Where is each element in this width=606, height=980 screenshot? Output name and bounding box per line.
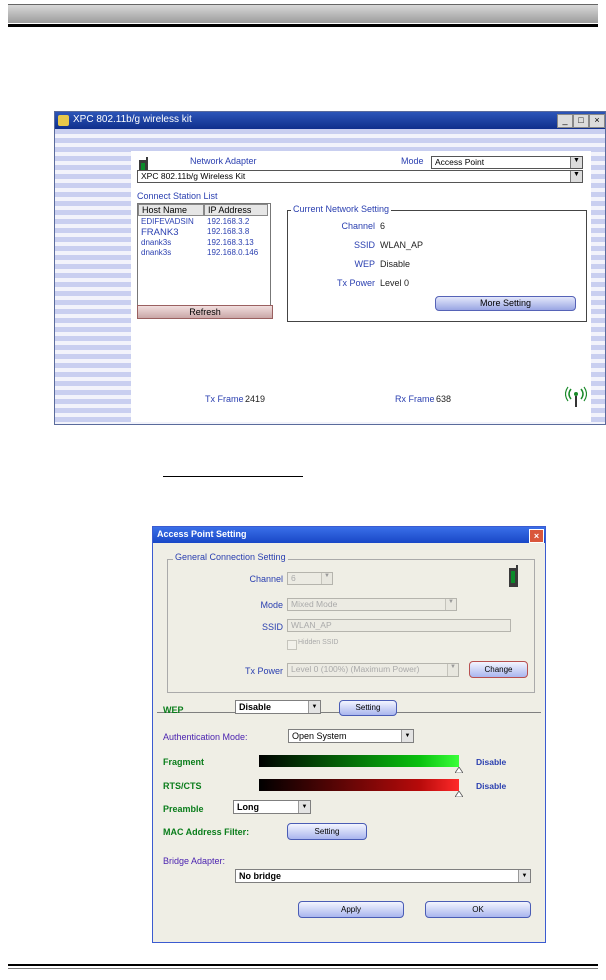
preamble-select[interactable] — [233, 800, 311, 814]
wep-select[interactable] — [235, 700, 321, 714]
maximize-button[interactable]: □ — [573, 114, 589, 128]
chevron-down-icon: ▼ — [308, 701, 320, 713]
close-button[interactable]: × — [589, 114, 605, 128]
chevron-down-icon: ▼ — [570, 171, 582, 182]
ip-address: 192.168.3.2 — [207, 217, 250, 226]
chevron-down-icon: ▼ — [298, 801, 310, 813]
mode-label: Mode — [260, 600, 283, 610]
dialog-title: Access Point Setting — [157, 529, 247, 539]
ssid-label: SSID — [353, 240, 375, 250]
wep-setting-button[interactable]: Setting — [339, 700, 397, 716]
channel-select — [287, 572, 333, 585]
chevron-down-icon: ▼ — [445, 599, 456, 610]
close-button[interactable]: × — [529, 529, 544, 543]
ip-address: 192.168.0.146 — [207, 248, 259, 257]
tx-frame-value: 2419 — [245, 394, 266, 404]
mode-select — [287, 598, 457, 611]
ok-button[interactable]: OK — [425, 901, 531, 918]
rx-frame-label: Rx Frame — [395, 394, 435, 404]
wep-value: Disable — [239, 702, 272, 712]
network-adapter-value: XPC 802.11b/g Wireless Kit — [141, 171, 246, 181]
mac-filter-label: MAC Address Filter: — [163, 827, 250, 837]
host-name: EDIFEVADSIN — [141, 217, 194, 226]
adapter-icon — [507, 565, 521, 589]
apply-button[interactable]: Apply — [298, 901, 404, 918]
station-list-title: Connect Station List — [137, 191, 218, 201]
header-rule — [8, 24, 598, 27]
rts-cts-slider-thumb[interactable] — [455, 791, 463, 797]
fragment-slider[interactable] — [259, 755, 459, 767]
window-title-bar[interactable] — [55, 112, 605, 129]
mode-value: Mixed Mode — [291, 599, 338, 609]
network-adapter-select[interactable] — [137, 170, 583, 183]
bridge-adapter-select[interactable] — [235, 869, 531, 883]
tx-power-value: Level 0 (100%) (Maximum Power) — [291, 664, 420, 674]
bridge-adapter-label: Bridge Adapter: — [163, 856, 226, 866]
window-body — [55, 129, 605, 424]
channel-label: Channel — [249, 574, 283, 584]
preamble-label: Preamble — [163, 804, 204, 814]
tx-power-value: Level 0 — [380, 278, 410, 288]
hidden-ssid-checkbox — [287, 640, 297, 650]
chevron-down-icon: ▼ — [321, 573, 332, 584]
footer-rule — [8, 964, 598, 966]
rts-cts-slider[interactable] — [259, 779, 459, 791]
window-title: XPC 802.11b/g wireless kit — [73, 114, 192, 125]
authentication-mode-label: Authentication Mode: — [163, 732, 248, 742]
bridge-adapter-value: No bridge — [239, 871, 281, 881]
wep-value: Disable — [380, 259, 411, 269]
dialog-title-bar[interactable] — [153, 527, 545, 543]
mode-label: Mode — [401, 156, 424, 166]
rx-frame-value: 638 — [436, 394, 452, 404]
channel-label: Channel — [341, 221, 375, 231]
ssid-field — [287, 619, 511, 632]
station-list[interactable] — [137, 203, 271, 313]
tx-power-select — [287, 663, 459, 677]
signal-icon[interactable] — [565, 385, 587, 409]
ssid-value: WLAN_AP — [380, 240, 424, 250]
fragment-slider-thumb[interactable] — [455, 767, 463, 773]
authentication-mode-select[interactable] — [288, 729, 414, 743]
authentication-mode-value: Open System — [292, 731, 347, 741]
ip-address: 192.168.3.8 — [207, 227, 250, 236]
more-setting-button[interactable]: More Setting — [435, 296, 576, 311]
host-name: dnank3s — [141, 248, 172, 257]
preamble-value: Long — [237, 802, 259, 812]
host-name: dnank3s — [141, 238, 172, 247]
tx-power-label: Tx Power — [336, 278, 375, 288]
channel-value: 6 — [291, 573, 296, 583]
ssid-label: SSID — [261, 622, 283, 632]
chevron-down-icon: ▼ — [518, 870, 530, 882]
fragment-state: Disable — [476, 757, 507, 767]
mode-value: Access Point — [435, 157, 485, 167]
mode-select[interactable] — [431, 156, 583, 169]
chevron-down-icon: ▼ — [570, 157, 582, 168]
footer-rule-thin — [8, 968, 598, 969]
app-icon — [58, 115, 69, 126]
rts-cts-label: RTS/CTS — [163, 781, 202, 791]
footer-panel — [131, 377, 591, 422]
wep-label: WEP — [163, 705, 184, 715]
wep-label: WEP — [354, 259, 375, 269]
refresh-button[interactable]: Refresh — [137, 305, 273, 319]
chevron-down-icon: ▼ — [401, 730, 413, 742]
general-connection-title: General Connection Setting — [175, 552, 286, 562]
header-bar — [8, 4, 598, 23]
tx-power-label: Tx Power — [244, 666, 283, 676]
minimize-button[interactable]: _ — [557, 114, 573, 128]
tx-frame-label: Tx Frame — [205, 394, 244, 404]
host-name-header[interactable]: Host Name — [138, 204, 204, 216]
rts-cts-state: Disable — [476, 781, 507, 791]
network-adapter-label: Network Adapter — [190, 156, 257, 166]
caption-underline — [163, 476, 303, 477]
host-name: FRANK3 — [141, 227, 179, 238]
fragment-label: Fragment — [163, 757, 205, 767]
channel-value: 6 — [380, 221, 386, 231]
mac-filter-setting-button[interactable]: Setting — [287, 823, 367, 840]
ip-address: 192.168.3.13 — [207, 238, 254, 247]
ssid-value: WLAN_AP — [291, 620, 332, 630]
hidden-ssid-label: Hidden SSID — [298, 639, 339, 646]
chevron-down-icon: ▼ — [447, 664, 458, 676]
current-network-setting-title: Current Network Setting — [293, 204, 390, 214]
change-button[interactable]: Change — [469, 661, 528, 678]
ip-address-header[interactable]: IP Address — [204, 204, 268, 216]
wireless-kit-window — [54, 111, 606, 425]
access-point-setting-dialog — [152, 526, 546, 943]
